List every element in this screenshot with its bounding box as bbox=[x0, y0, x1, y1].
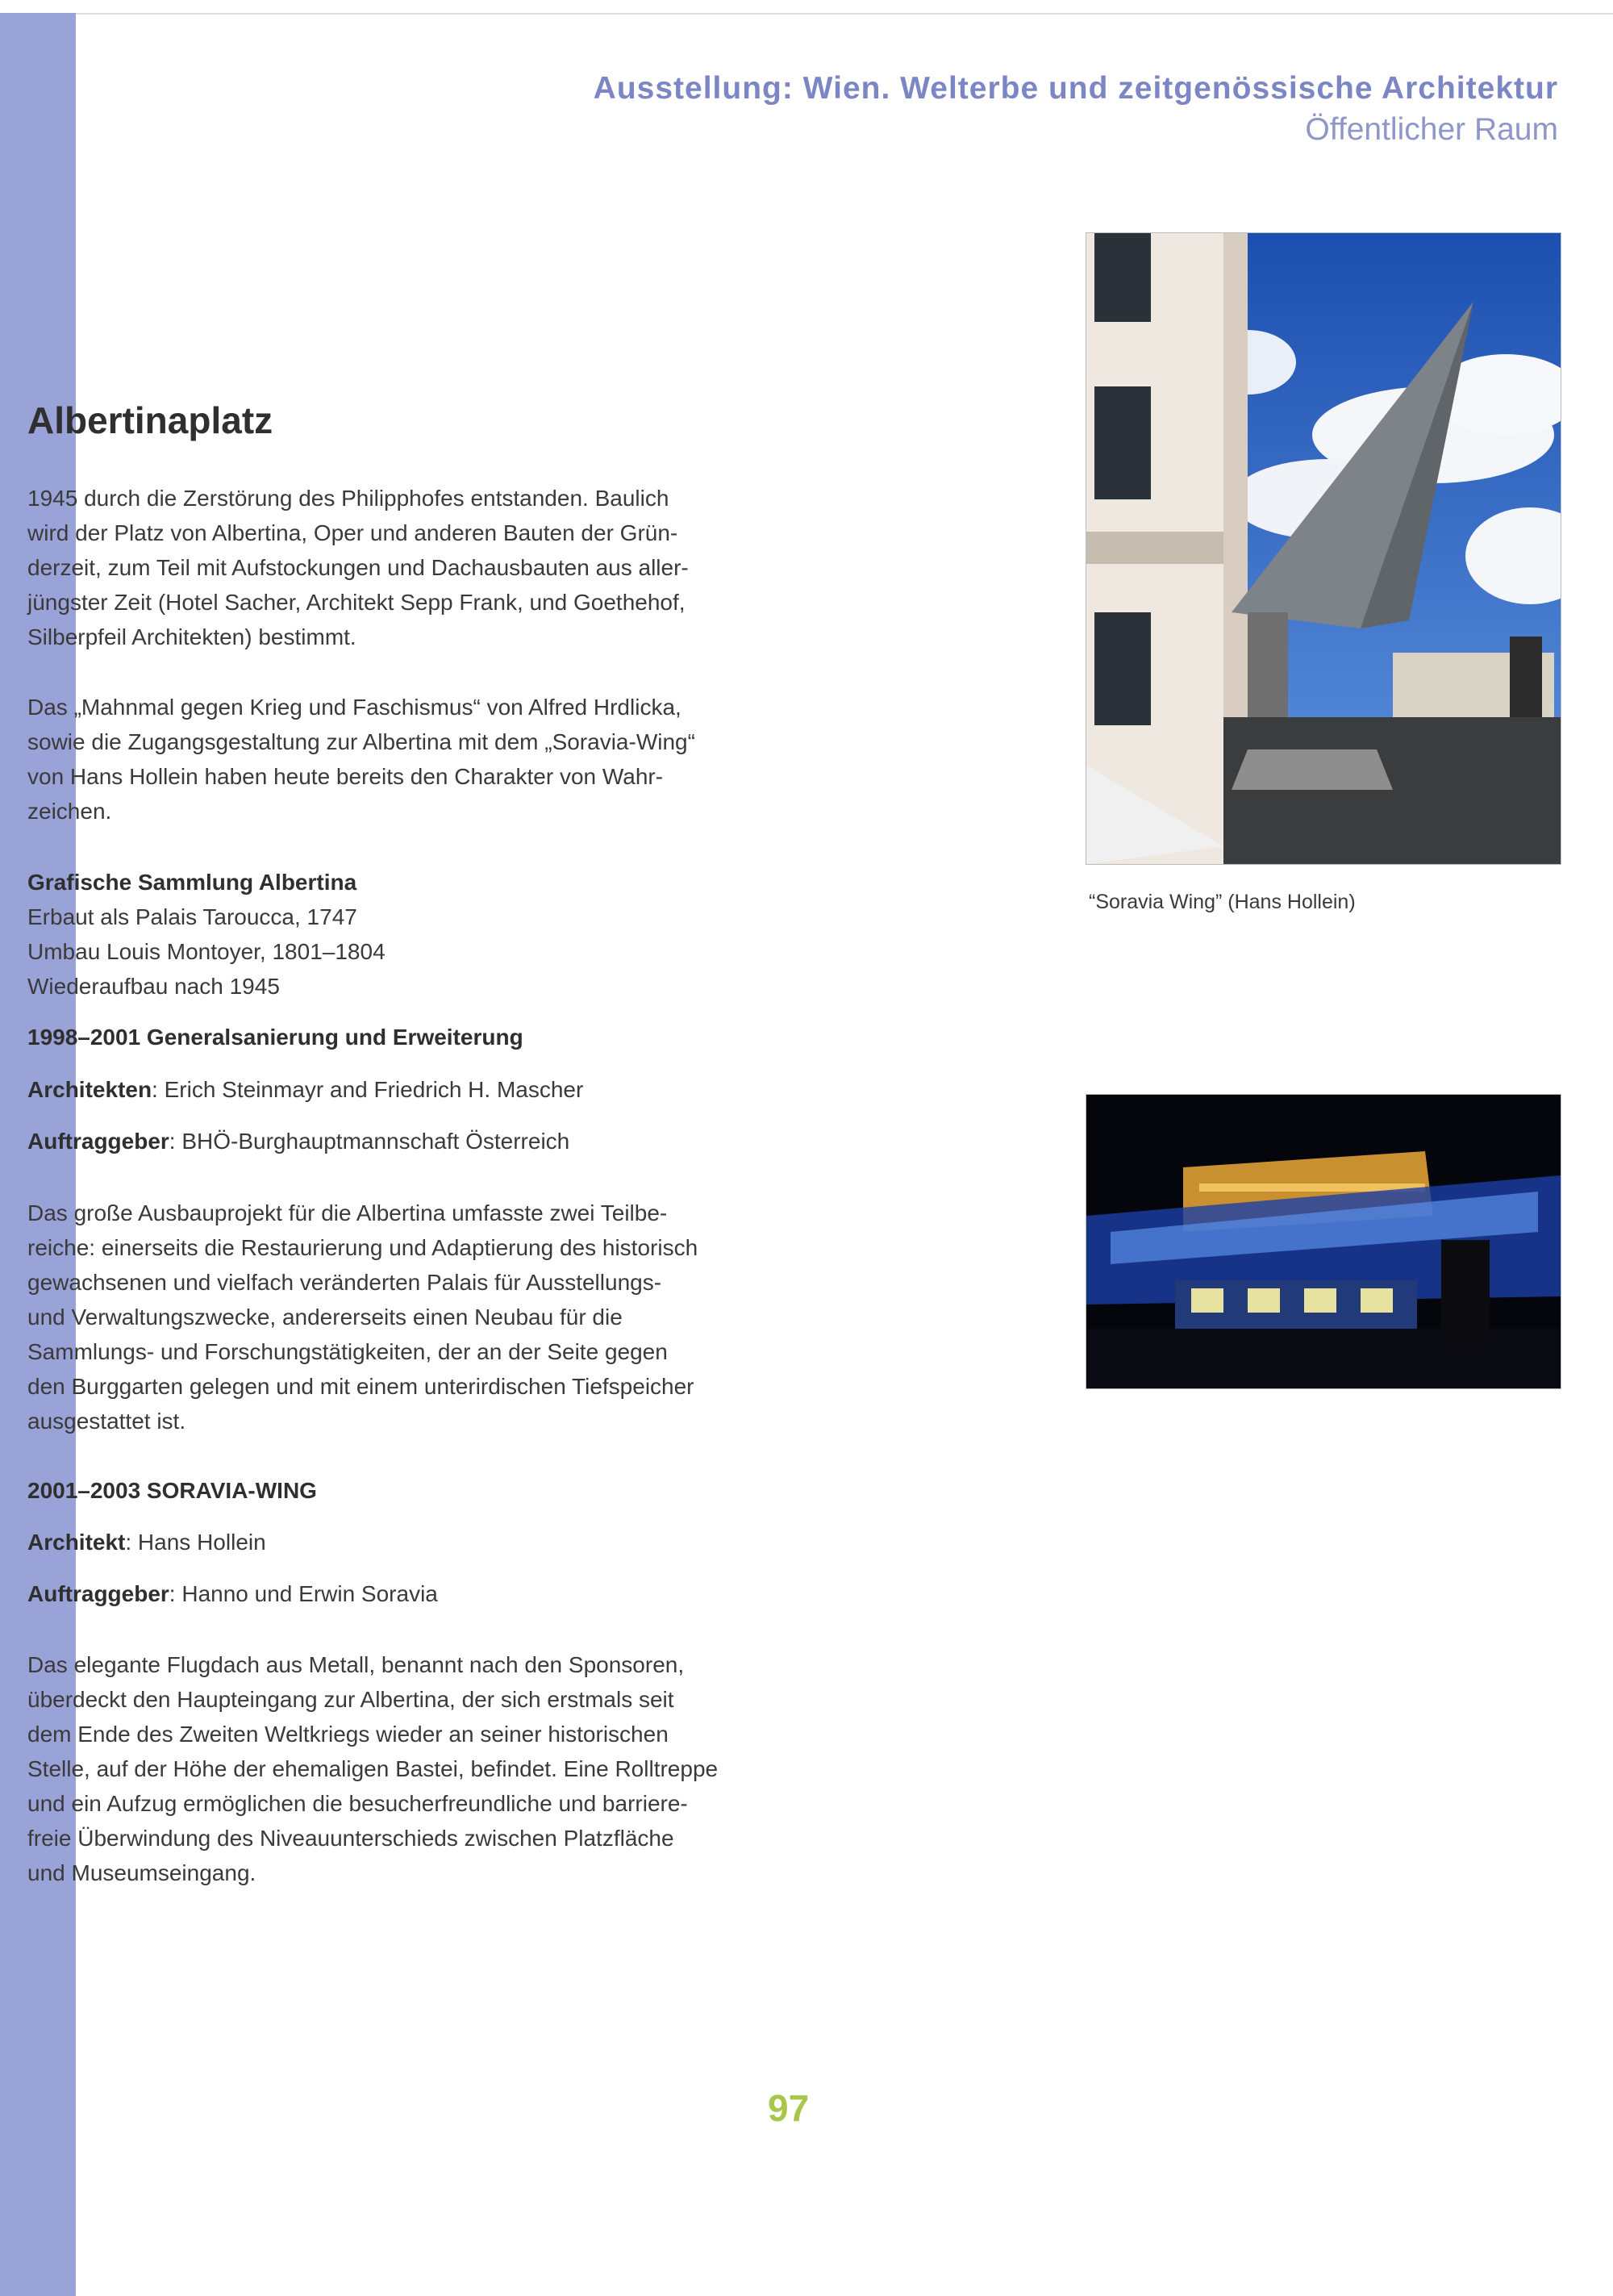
renovation-heading: 1998–2001 Generalsanierung und Erweiterung bbox=[27, 1025, 523, 1050]
wing-architect bbox=[27, 1525, 786, 1559]
text-line: und ein Aufzug ermöglichen die besucherfreundliche und barriere- bbox=[27, 1791, 688, 1816]
text-line: Silberpfeil Architekten) bestimmt. bbox=[27, 624, 356, 649]
wing-paragraph bbox=[27, 1647, 786, 1890]
soravia-wing-photo-illustration bbox=[1086, 233, 1561, 864]
wing-heading-block bbox=[27, 1473, 786, 1508]
architect-value: : Hans Hollein bbox=[125, 1530, 266, 1555]
soravia-wing-photo bbox=[1086, 232, 1561, 865]
architect-label: Architekt bbox=[27, 1530, 126, 1555]
text-line: 1945 durch die Zerstörung des Philipphofes entstanden. Baulich bbox=[27, 486, 669, 511]
header-subtitle: Öffentlicher Raum bbox=[1305, 112, 1558, 147]
architects-value: : Erich Steinmayr and Friedrich H. Mascher bbox=[152, 1077, 584, 1102]
text-line: zeichen. bbox=[27, 799, 112, 824]
client-label: Auftraggeber bbox=[27, 1129, 169, 1154]
architects-label: Architekten bbox=[27, 1077, 152, 1102]
text-line: Stelle, auf der Höhe der ehemaligen Bastei, befindet. Eine Rolltreppe bbox=[27, 1756, 719, 1781]
text-line: überdeckt den Haupteingang zur Albertina, der sich erstmals seit bbox=[27, 1687, 674, 1712]
client-value: : BHÖ-Burghauptmannschaft Österreich bbox=[169, 1129, 570, 1154]
text-line: Wiederaufbau nach 1945 bbox=[27, 974, 280, 999]
renovation-paragraph bbox=[27, 1196, 786, 1438]
text-line: sowie die Zugangsgestaltung zur Albertina mit dem „Soravia-Wing“ bbox=[27, 729, 695, 754]
collection-heading: Grafische Sammlung Albertina bbox=[27, 870, 357, 895]
text-line: den Burggarten gelegen und mit einem unterirdischen Tiefspeicher bbox=[27, 1374, 694, 1399]
text-line: Das elegante Flugdach aus Metall, benannt nach den Sponsoren, bbox=[27, 1652, 685, 1677]
intro-paragraph bbox=[27, 481, 786, 654]
header-title: Ausstellung: Wien. Welterbe und zeitgenössische Architektur bbox=[593, 71, 1558, 106]
wing-client bbox=[27, 1576, 786, 1611]
text-line: und Verwaltungszwecke, andererseits einen Neubau für die bbox=[27, 1305, 623, 1330]
renovation-architects bbox=[27, 1072, 786, 1107]
page-number: 97 bbox=[768, 2087, 810, 2129]
text-line: von Hans Hollein haben heute bereits den Charakter von Wahr- bbox=[27, 764, 664, 789]
collection-block bbox=[27, 865, 786, 1004]
text-line: Das große Ausbauprojekt für die Albertina umfasste zwei Teilbe- bbox=[27, 1200, 668, 1225]
text-line: Das „Mahnmal gegen Krieg und Faschismus“ von Alfred Hrdlicka, bbox=[27, 695, 681, 720]
running-header bbox=[594, 68, 1558, 150]
photo-caption: “Soravia Wing” (Hans Hollein) bbox=[1089, 891, 1356, 913]
wing-heading: 2001–2003 SORAVIA-WING bbox=[27, 1478, 317, 1503]
albertina-night-photo bbox=[1086, 1094, 1561, 1389]
albertina-night-photo-illustration bbox=[1086, 1095, 1561, 1388]
wing-client-value: : Hanno und Erwin Soravia bbox=[169, 1581, 438, 1606]
text-line: reiche: einerseits die Restaurierung und Adaptierung des historisch bbox=[27, 1235, 698, 1260]
text-line: und Museumseingang. bbox=[27, 1860, 256, 1885]
text-line: Erbaut als Palais Taroucca, 1747 bbox=[27, 904, 357, 929]
text-line: wird der Platz von Albertina, Oper und anderen Bauten der Grün- bbox=[27, 520, 678, 545]
memorial-paragraph bbox=[27, 690, 786, 829]
top-rule bbox=[0, 13, 1613, 15]
text-line: Sammlungs- und Forschungstätigkeiten, der an der Seite gegen bbox=[27, 1339, 668, 1364]
renovation-client bbox=[27, 1124, 786, 1158]
text-line: derzeit, zum Teil mit Aufstockungen und Dachausbauten aus aller- bbox=[27, 555, 689, 580]
text-line: dem Ende des Zweiten Weltkriegs wieder an seiner historischen bbox=[27, 1722, 669, 1747]
text-line: Umbau Louis Montoyer, 1801–1804 bbox=[27, 939, 386, 964]
text-line: ausgestattet ist. bbox=[27, 1409, 186, 1434]
text-line: freie Überwindung des Niveauunterschieds zwischen Platzfläche bbox=[27, 1826, 674, 1851]
page-title: Albertinaplatz bbox=[27, 399, 273, 441]
text-line: jüngster Zeit (Hotel Sacher, Architekt Sepp Frank, und Goethehof, bbox=[27, 590, 686, 615]
wing-client-label: Auftraggeber bbox=[27, 1581, 169, 1606]
text-line: gewachsenen und vielfach veränderten Palais für Ausstellungs- bbox=[27, 1270, 662, 1295]
renovation-heading-block bbox=[27, 1020, 786, 1054]
